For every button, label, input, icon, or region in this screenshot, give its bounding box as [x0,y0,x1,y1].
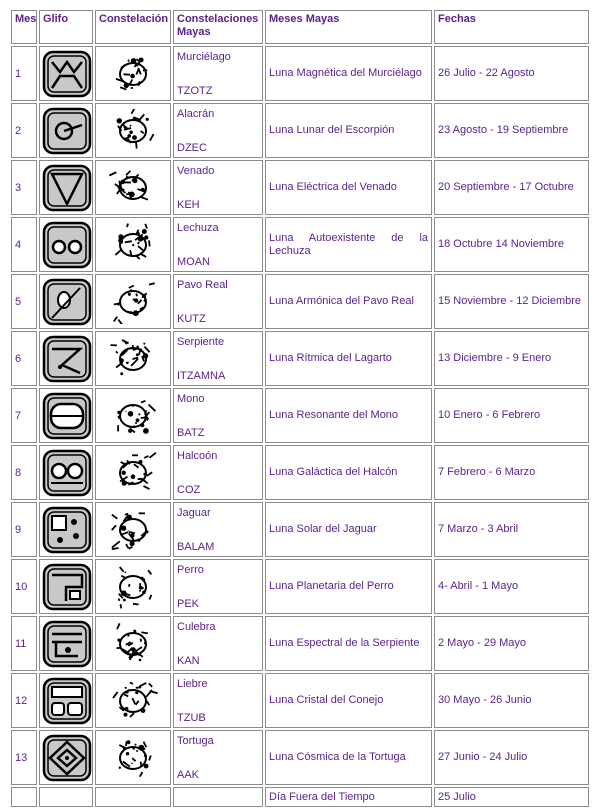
maya-name: PEK [177,598,259,610]
table-row [11,730,589,785]
fechas-range: 20 Septiembre - 17 Octubre [438,181,574,193]
table-row [11,103,589,158]
maya-name: MOAN [177,256,259,268]
table-row [11,559,589,614]
constelacion-name: Culebra [177,621,259,633]
constelacion-names [177,450,259,496]
mes-maya-cell [265,559,432,614]
constelacion-name: Alacrán [177,108,259,120]
mes-cell [11,274,37,329]
luna-name: Luna Resonante del Mono [269,409,398,421]
constelacion-names [177,678,259,724]
mes-cell [11,331,37,386]
fechas-cell [434,616,589,671]
table-row [11,388,589,443]
peacock-constellation-icon [108,280,158,324]
mes-maya-cell [265,274,432,329]
header-glifo: Glifo [39,10,93,44]
empty-constelacion-cell [95,787,171,807]
mes-number: 3 [15,182,21,194]
fechas-range: 10 Enero - 6 Febrero [438,409,540,421]
constelacion-maya-cell [173,730,263,785]
header-constelaciones-mayas: Constelaciones Mayas [173,10,263,44]
constelacion-names [177,393,259,439]
luna-name: Luna Espectral de la Serpiente [269,637,419,649]
fechas-cell [434,559,589,614]
mes-cell [11,673,37,728]
header-row [11,10,589,44]
fechas-cell [434,331,589,386]
luna-name: Luna Lunar del Escorpión [269,124,394,136]
luna-name: Luna Cristal del Conejo [269,694,383,706]
mes-number: 11 [15,638,26,650]
luna-name: Día Fuera del Tiempo [269,791,375,803]
fechas-range: 7 Marzo - 3 Abril [438,523,518,535]
constelacion-cell [95,388,171,443]
serpiente-glyph-icon [42,335,92,383]
glifo-cell [39,331,93,386]
mes-number: 13 [15,752,27,764]
constelacion-name: Serpiente [177,336,259,348]
fechas-cell [434,274,589,329]
table-row [11,616,589,671]
constelacion-name: Pavo Real [177,279,259,291]
constelacion-names [177,222,259,268]
constelacion-cell [95,502,171,557]
mes-maya-cell [265,331,432,386]
constelacion-names [177,336,259,382]
maya-name: AAK [177,769,259,781]
scorpion-constellation-icon [108,109,158,153]
constelacion-names [177,735,259,781]
jaguar-glyph-icon [42,506,92,554]
table-row [11,673,589,728]
mes-maya-cell [265,160,432,215]
culebra-glyph-icon [42,620,92,668]
rabbit-constellation-icon [108,679,158,723]
venado-glyph-icon [42,164,92,212]
fechas-cell [434,730,589,785]
constelacion-name: Murciélago [177,51,259,63]
maya-name: DZEC [177,142,259,154]
glifo-cell [39,445,93,500]
constelacion-cell [95,616,171,671]
mes-number: 12 [15,695,27,707]
hawk-constellation-icon [108,451,158,495]
constelacion-cell [95,730,171,785]
constelacion-maya-cell [173,217,263,272]
table-row [11,274,589,329]
constelacion-cell [95,673,171,728]
mes-number: 5 [15,296,21,308]
mes-cell [11,559,37,614]
fechas-cell [434,160,589,215]
constelacion-maya-cell [173,388,263,443]
maya-name: BALAM [177,541,259,553]
header-meses-mayas: Meses Mayas [265,10,432,44]
fechas-range: 25 Julio [438,791,476,803]
mes-number: 8 [15,467,21,479]
perro-glyph-icon [42,563,92,611]
mes-number: 7 [15,410,21,422]
constelacion-names [177,51,259,97]
constelacion-name: Mono [177,393,259,405]
fechas-range: 23 Agosto - 19 Septiembre [438,124,568,136]
table-row [11,502,589,557]
maya-name: KEH [177,199,259,211]
owl-constellation-icon [108,223,158,267]
constelacion-maya-cell [173,445,263,500]
snake-constellation-icon [108,622,158,666]
constelacion-cell [95,445,171,500]
maya-name: KUTZ [177,313,259,325]
table-row [11,331,589,386]
tortuga-glyph-icon [42,734,92,782]
constelacion-name: Halcoón [177,450,259,462]
fechas-cell [434,388,589,443]
luna-name: Luna Eléctrica del Venado [269,181,397,193]
fechas-range: 15 Noviembre - 12 Diciembre [438,295,581,307]
dog-constellation-icon [108,565,158,609]
header-constelacion: Constelación [95,10,171,44]
mes-maya-cell [265,502,432,557]
fechas-cell [434,673,589,728]
mes-cell [11,502,37,557]
fechas-range: 27 Junio - 24 Julio [438,751,527,763]
empty-mes-cell [11,787,37,807]
fechas-range: 2 Mayo - 29 Mayo [438,637,526,649]
fechas-range: 18 Octubre 14 Noviembre [438,238,564,250]
table-row-dia-fuera [11,787,589,807]
constelacion-names [177,507,259,553]
mes-number: 1 [15,68,21,80]
constelacion-maya-cell [173,559,263,614]
constelacion-cell [95,274,171,329]
constelacion-names [177,165,259,211]
constelacion-names [177,279,259,325]
constelacion-maya-cell [173,673,263,728]
mono-glyph-icon [42,392,92,440]
fechas-cell [434,445,589,500]
lechuza-glyph-icon [42,221,92,269]
serpent-constellation-icon [108,337,158,381]
mes-number: 10 [15,581,27,593]
liebre-glyph-icon [42,677,92,725]
glifo-cell [39,274,93,329]
mes-cell [11,217,37,272]
constelacion-cell [95,160,171,215]
constelacion-name: Lechuza [177,222,259,234]
glifo-cell [39,46,93,101]
mes-maya-cell [265,445,432,500]
constelacion-maya-cell [173,274,263,329]
constelacion-cell [95,46,171,101]
luna-name: Luna Magnética del Murciélago [269,67,422,79]
fechas-range: 13 Diciembre - 9 Enero [438,352,551,364]
constelacion-cell [95,331,171,386]
constelacion-names [177,621,259,667]
mes-number: 2 [15,125,21,137]
mes-maya-cell [265,616,432,671]
constelacion-name: Tortuga [177,735,259,747]
fechas-range: 7 Febrero - 6 Marzo [438,466,535,478]
murcielago-glyph-icon [42,50,92,98]
luna-name: Luna Planetaria del Perro [269,580,394,592]
constelacion-name: Perro [177,564,259,576]
mes-cell [11,160,37,215]
maya-name: BATZ [177,427,259,439]
jaguar-constellation-icon [108,508,158,552]
deer-constellation-icon [108,166,158,210]
bat-constellation-icon [108,52,158,96]
constelacion-cell [95,559,171,614]
empty-glifo-cell [39,787,93,807]
mes-maya-cell [265,730,432,785]
glifo-cell [39,217,93,272]
mes-cell [11,46,37,101]
constelacion-maya-cell [173,160,263,215]
glifo-cell [39,160,93,215]
header-mes: Mes [11,10,37,44]
constelacion-maya-cell [173,103,263,158]
mes-cell [11,730,37,785]
mes-maya-cell [265,673,432,728]
constelacion-name: Liebre [177,678,259,690]
luna-name: Luna Galáctica del Halcón [269,466,397,478]
fechas-cell [434,103,589,158]
table-row [11,445,589,500]
glifo-cell [39,388,93,443]
alacran-glyph-icon [42,107,92,155]
luna-name: Luna Armónica del Pavo Real [269,295,414,307]
maya-name: TZOTZ [177,85,259,97]
halcon-glyph-icon [42,449,92,497]
luna-name: Luna Cósmica de la Tortuga [269,751,406,763]
table-row [11,160,589,215]
maya-name: ITZAMNA [177,370,259,382]
fechas-cell [434,217,589,272]
fechas-range: 26 Julio - 22 Agosto [438,67,535,79]
luna-name: Luna Autoexistente de la Lechuza [269,232,428,257]
glifo-cell [39,730,93,785]
turtle-constellation-icon [108,736,158,780]
mes-number: 6 [15,353,21,365]
maya-name: TZUB [177,712,259,724]
mes-maya-cell [265,217,432,272]
luna-name: Luna Rítmica del Lagarto [269,352,392,364]
fechas-range: 4- Abril - 1 Mayo [438,580,518,592]
constelacion-name: Venado [177,165,259,177]
fechas-cell [434,46,589,101]
table-row [11,217,589,272]
pavo-real-glyph-icon [42,278,92,326]
constelacion-maya-cell [173,46,263,101]
glifo-cell [39,103,93,158]
mes-number: 9 [15,524,21,536]
maya-name: COZ [177,484,259,496]
monkey-constellation-icon [108,394,158,438]
fechas-cell [434,787,589,807]
mes-maya-cell [265,388,432,443]
empty-constelacion-maya-cell [173,787,263,807]
mes-maya-cell [265,787,432,807]
luna-name: Luna Solar del Jaguar [269,523,377,535]
constelacion-cell [95,103,171,158]
mes-cell [11,103,37,158]
glifo-cell [39,502,93,557]
fechas-range: 30 Mayo - 26 Junio [438,694,532,706]
maya-name: KAN [177,655,259,667]
constelacion-names [177,564,259,610]
constelacion-maya-cell [173,616,263,671]
constelacion-maya-cell [173,331,263,386]
constelacion-name: Jaguar [177,507,259,519]
mes-cell [11,616,37,671]
table-row [11,46,589,101]
mes-cell [11,445,37,500]
mes-maya-cell [265,46,432,101]
mes-maya-cell [265,103,432,158]
mes-number: 4 [15,239,21,251]
mes-cell [11,388,37,443]
constelacion-names [177,108,259,154]
glifo-cell [39,559,93,614]
constelacion-cell [95,217,171,272]
maya-calendar-table [9,8,591,809]
glifo-cell [39,673,93,728]
glifo-cell [39,616,93,671]
header-fechas: Fechas [434,10,589,44]
constelacion-maya-cell [173,502,263,557]
fechas-cell [434,502,589,557]
